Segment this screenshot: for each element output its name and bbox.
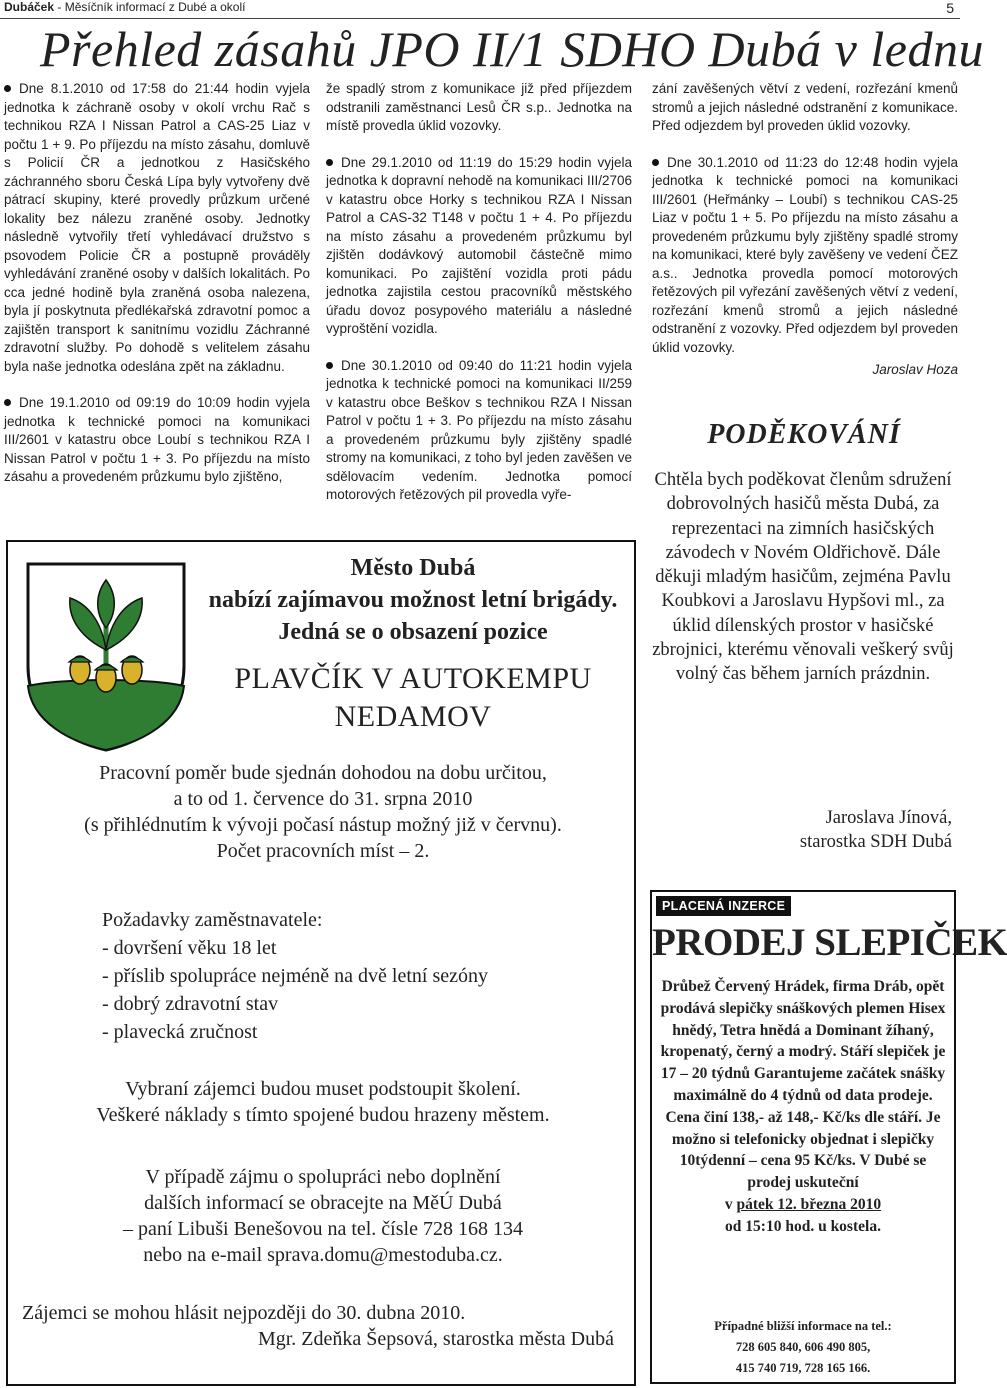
incident-entry [326, 154, 632, 339]
thanks-heading: PODĚKOVÁNÍ [707, 419, 901, 450]
terms-line: Počet pracovních míst – 2. [216, 840, 430, 862]
terms-line: (s přihlédnutím k vývoji počasí nástup možný již v červnu). [84, 814, 562, 836]
incident-entry [652, 154, 958, 358]
sale-date: pátek 12. března 2010 [736, 1195, 882, 1213]
advert-requirements [102, 906, 622, 1046]
position-line-1: PLAVČÍK V AUTOKEMPU [234, 662, 592, 695]
paid-advert-box [650, 890, 1007, 1384]
requirement-item: - dobrý zdravotní stav [102, 993, 279, 1015]
bullet-icon [4, 85, 11, 92]
advert-terms [28, 760, 618, 864]
paid-advert-tag: PLACENÁ INZERCE [656, 896, 791, 916]
advert-deadline [22, 1300, 632, 1352]
publication-line [4, 0, 245, 14]
advert-offer: nabízí zajímavou možnost letní brigády. [208, 587, 618, 613]
paid-advert-headline: PRODEJ SLEPIČEK [652, 921, 1007, 964]
contacts-phones: 415 740 719, 728 165 166. [735, 1361, 871, 1375]
advert-signature: Mgr. Zdeňka Šepsová, starostka města Dubá [257, 1328, 614, 1350]
incident-continuation: že spadlý strom z komunikace již před příjezdem odstranili zaměstnanci Lesů ČR s.p.. Jednotka na místě provedla úklid vozovky. [326, 81, 632, 133]
contact-line: dalších informací se obracejte na MěÚ Dubá [144, 1192, 502, 1214]
thanks-signer: Jaroslava Jínová, [825, 808, 952, 828]
requirement-item: - dovršení věku 18 let [102, 937, 277, 959]
incident-text: Dne 19.1.2010 od 09:19 do 10:09 hodin vyjela jednotka k technické pomoci na komunikaci III/2601 v katastru obce Loubí s technikou RZA I Nissan Patrol v počtu 1 + 3. Po příjezdu na místo zásahu a provedeném průzkumu bylo zjištěno, [4, 395, 310, 484]
sale-time: od 15:10 hod. u kostela. [725, 1217, 881, 1235]
advert-position [193, 660, 633, 736]
page-header [0, 0, 960, 18]
incident-entry [4, 394, 310, 487]
thanks-body: Chtěla bych poděkovat členům sdružení dobrovolných hasičů města Dubá, za reprezentaci na zimních hasičských závodech v Novém Oldřichově. Dále děkuji mladým hasičům, zejména Pavlu Koubkovi a Jaroslavu Hypšovi ml., za úklid dílenských prostor v hasičské zbrojnici, kterému věnovali veškerý svůj volný čas během jarních prázdnin. [652, 470, 954, 685]
requirements-title: Požadavky zaměstnavatele: [102, 909, 323, 931]
bullet-icon [326, 362, 333, 369]
incident-entry [326, 357, 632, 505]
requirement-item: - příslib spolupráce nejméně na dvě letní sezóny [102, 965, 488, 987]
training-line: Veškeré náklady s tímto spojené budou hrazeny městem. [96, 1104, 550, 1126]
advert-position-intro: Jedná se o obsazení pozice [278, 619, 548, 645]
incident-entry [4, 80, 310, 376]
article-signature: Jaroslav Hoza [872, 362, 958, 377]
bullet-icon [652, 159, 659, 166]
publication-name: Dubáček [4, 0, 55, 14]
bullet-icon [326, 159, 333, 166]
thanks-signer-role: starostka SDH Dubá [799, 832, 952, 852]
incident-text: Dne 30.1.2010 od 11:23 do 12:48 hodin vyjela jednotka k technické pomoci na komunikaci III/2601 (Heřmánky – Loubí) s technikou CAS-25 Liaz v počtu 1 + 5. Po příjezdu na místo zásahu a provedeném průzkumu byly zjištěny spadlé stromy na komunikaci, které byly zavěšeny ve vedení ČEZ a.s.. Jednotka provedla pomocí motorových řetězových pil vyřezání zavěšených větví z vedení, rozřezání kmenů stromů a jejich následné odstranění z vozovky. Před odjezdem byl proveden úklid vozovky. [652, 154, 958, 355]
incident-text: Dne 30.1.2010 od 09:40 do 11:21 hodin vyjela jednotka k technické pomoci na komunikaci II/259 v katastru obce Beškov s technikou RZA I Nissan Patrol v počtu 1 + 3. Po příjezdu na místo zásahu a provedeném průzkumu byly zjištěny spadlé stromy na komunikaci, z toho byl jeden zavěšen ve sdělovacím vedením. Jednotka pomocí motorových řetězových pil provedla vyře- [326, 357, 632, 502]
terms-line: a to od 1. července do 31. srpna 2010 [173, 788, 473, 810]
article-column-2 [326, 80, 632, 523]
contact-line: V případě zájmu o spolupráci nebo doplnění [145, 1166, 501, 1188]
training-line: Vybraní zájemci budou muset podstoupit školení. [125, 1078, 521, 1100]
town-crest-icon [22, 558, 190, 754]
advert-town: Město Dubá [350, 555, 476, 581]
sale-date-prefix: v [724, 1195, 737, 1213]
incident-continuation: zání zavěšených větví z vedení, rozřezání kmenů stromů a jejich následné odstranění z komunikace. Před odjezdem byl proveden úklid vozovky. [652, 81, 958, 133]
requirement-item: - plavecká zručnost [102, 1021, 258, 1043]
thanks-signature [652, 806, 952, 854]
article-column-1 [4, 80, 310, 505]
incident-text: Dne 8.1.2010 od 17:58 do 21:44 hodin vyjela jednotka k záchraně osoby v okolí vrchu Rač s technikou RZA I Nissan Patrol a CAS-25 Liaz v počtu 1 + 9. Po příjezdu na místo zásahu, domluvě s Policií ČR a jednotkou z Hasičského záchranného sboru Česká Lípa byly vytvořeny dvě pátrací skupiny, které provedly průzkum určené lokality bez nálezu zraněné osoby. Jednotky následně vytvořily třetí vyhledávací družstvo s psovodem Policie ČR a postupně prováděly vyhledávání zraněné osoby v dalších lokalitách. Po cca jedné hodině byla zraněná osoba nalezena, byla jí poskytnuta předlékařská zdravotní pomoc a zajištěn transport k sanitnímu vozidlu Záchranné zdravotní služby. Po dohodě s velitelem zásahu byla naše jednotka odeslána zpět na základnu. [4, 81, 310, 374]
article-title: Přehled zásahů JPO II/1 SDHO Dubá v lednu [40, 21, 984, 77]
paid-advert-body [656, 976, 950, 1238]
contact-line: nebo na e-mail sprava.domu@mestoduba.cz. [143, 1244, 503, 1266]
deadline-text: Zájemci se mohou hlásit nejpozději do 30. dubna 2010. [22, 1302, 466, 1324]
advert-contact [28, 1164, 618, 1268]
page-number: 5 [946, 0, 954, 16]
advert-training [28, 1076, 618, 1128]
paid-advert-contacts [656, 1316, 950, 1379]
contacts-title: Případné bližší informace na tel.: [714, 1319, 892, 1333]
job-advert-box [6, 540, 636, 1386]
bullet-icon [4, 399, 11, 406]
terms-line: Pracovní poměr bude sjednán dohodou na dobu určitou, [99, 762, 547, 784]
article-column-3 [652, 80, 958, 380]
paid-advert-text: Drůbež Červený Hrádek, firma Dráb, opět prodává slepičky snáškových plemen Hisex hnědý, Tetra hnědá a Dominant žíhaný, kropenatý, černý a modrý. Stáří slepiček je 17 – 20 týdnů Garantujeme začátek snášky maximálně do 4 týdnů od data prodeje. Cena činí 138,- až 148,- Kč/ks dle stáří. Je možno si telefonicky objednat i slepičky 10týdenní – cena 95 Kč/ks. V Dubé se prodej uskuteční [660, 978, 946, 1192]
incident-text: Dne 29.1.2010 od 11:19 do 15:29 hodin vyjela jednotka k dopravní nehodě na komunikaci III/2706 v katastru obce Horky s technikou RZA I Nissan Patrol a CAS-32 T148 v počtu 1 + 4. Po příjezdu na místo zásahu a provedeném průzkumu byl zjištěn dodávkový automobil částečně mimo komunikaci. Po zajištění vozidla proti pádu jednotka zajistila cestou pracovníků městského úřadu dovoz posypového materiálu a následné vyproštění vozidla. [326, 154, 632, 336]
advert-lead [193, 552, 633, 648]
publication-separator: - [54, 0, 65, 14]
publication-subtitle: Měsíčník informací z Dubé a okolí [64, 0, 246, 14]
position-line-2: NEDAMOV [334, 700, 492, 733]
contact-line: – paní Libuši Benešovou na tel. čísle 728 168 134 [123, 1218, 523, 1240]
contacts-phones: 728 605 840, 606 490 805, [735, 1340, 871, 1354]
